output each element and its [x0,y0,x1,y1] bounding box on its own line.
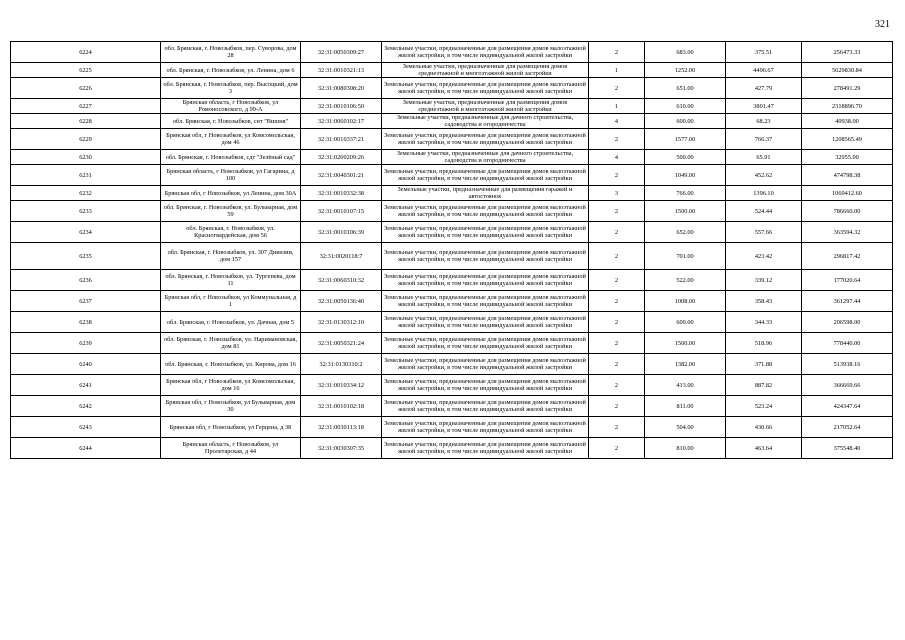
address-cell: обл. Брянская, г. Новозыбков, ул. Бульварная, дом 59 [161,201,301,222]
land-use-cell: Земельные участки, предназначенные для размещения домов малоэтажной жилой застройки, в том числе индивидуальной жилой застройки [382,129,589,150]
land-use-cell: Земельные участки, предназначенные для размещения домов среднеэтажной и многоэтажной жилой застройки [382,99,589,114]
land-use-cell: Земельные участки, предназначенные для размещения домов малоэтажной жилой застройки, в том числе индивидуальной жилой застройки [382,201,589,222]
address-cell: Брянская область, г Новозыбков, ул Ромоносовского, д 99-А [161,99,301,114]
address-cell: обл. Брянская, г. Новозыбков, пер. Высоцкий, дом 3 [161,78,301,99]
cadastral-value-cell: 366669.66 [802,375,893,396]
cadastral-value-cell: 206598.00 [802,312,893,333]
specific-value-cell: 887.82 [726,375,802,396]
row-number-cell: 6241 [11,375,161,396]
area-cell: 683.00 [645,42,726,63]
table-row [11,333,893,354]
table-row [11,42,893,63]
row-number-cell: 6232 [11,186,161,201]
group-cell: 2 [589,78,645,99]
area-cell: 600.00 [645,312,726,333]
group-cell: 2 [589,375,645,396]
cadastral-number-cell: 32:31:0060102:17 [301,114,382,129]
area-cell: 1252.00 [645,63,726,78]
area-cell: 1008.00 [645,291,726,312]
cadastral-value-cell: 363594.32 [802,222,893,243]
cadastral-number-cell: 32:31:0050321:24 [301,333,382,354]
cadastral-number-cell: 32:31:0010334:12 [301,375,382,396]
group-cell: 3 [589,186,645,201]
cadastral-value-cell: 217052.64 [802,417,893,438]
row-number-cell: 6244 [11,438,161,459]
group-cell: 2 [589,291,645,312]
address-cell: обл. Брянская, г. Новозыбков, ул. Наримановская, дом 81 [161,333,301,354]
land-use-cell: Земельные участки, предназначенные для размещения домов малоэтажной жилой застройки, в том числе индивидуальной жилой застройки [382,312,589,333]
area-cell: 701.00 [645,243,726,270]
land-use-cell: Земельные участки, предназначенные для дачного строительства, садоводства и огородничества [382,114,589,129]
group-cell: 2 [589,417,645,438]
specific-value-cell: 557.66 [726,222,802,243]
row-number-cell: 6227 [11,99,161,114]
row-number-cell: 6230 [11,150,161,165]
land-use-cell: Земельные участки, предназначенные для размещения домов малоэтажной жилой застройки, в том числе индивидуальной жилой застройки [382,438,589,459]
address-cell: Брянская обл, г Новозыбков, ул Герцена, д 38 [161,417,301,438]
land-use-cell: Земельные участки, предназначенные для размещения домов малоэтажной жилой застройки, в том числе индивидуальной жилой застройки [382,222,589,243]
cadastral-value-cell: 375548.40 [802,438,893,459]
specific-value-cell: 766.37 [726,129,802,150]
address-cell: обл. Брянская, г. Новозыбков, снт "Вишня" [161,114,301,129]
specific-value-cell: 423.42 [726,243,802,270]
specific-value-cell: 427.79 [726,78,802,99]
specific-value-cell: 4496.67 [726,63,802,78]
specific-value-cell: 452.62 [726,165,802,186]
specific-value-cell: 1396.10 [726,186,802,201]
cadastral-value-cell: 2318896.70 [802,99,893,114]
table-row [11,150,893,165]
address-cell: Брянская обл, г Новозыбков, ул Коммунальная, д 1 [161,291,301,312]
cadastral-value-cell: 5629830.84 [802,63,893,78]
area-cell: 652.00 [645,222,726,243]
group-cell: 1 [589,63,645,78]
group-cell: 2 [589,270,645,291]
row-number-cell: 6228 [11,114,161,129]
table-row [11,438,893,459]
table-row [11,222,893,243]
group-cell: 2 [589,354,645,375]
page-number: 321 [875,19,890,30]
cadastral-value-cell: 177020.64 [802,270,893,291]
land-use-cell: Земельные участки, предназначенные для размещения домов малоэтажной жилой застройки, в том числе индивидуальной жилой застройки [382,354,589,375]
cadastral-number-cell: 32:31:0010337:21 [301,129,382,150]
cadastral-number-cell: 32:31:0060310:32 [301,270,382,291]
cadastral-number-cell: 32:31:0200209:26 [301,150,382,165]
area-cell: 810.00 [645,438,726,459]
group-cell: 2 [589,222,645,243]
row-number-cell: 6226 [11,78,161,99]
specific-value-cell: 339.12 [726,270,802,291]
address-cell: обл. Брянская, г. Новозыбков, сдт "Зелёный сад" [161,150,301,165]
row-number-cell: 6238 [11,312,161,333]
cadastral-value-cell: 1208565.49 [802,129,893,150]
group-cell: 2 [589,201,645,222]
group-cell: 2 [589,438,645,459]
cadastral-number-cell: 32:31:0050309:27 [301,42,382,63]
address-cell: обл. Брянская, г. Новозыбков, ул. Ленина, дом 6 [161,63,301,78]
row-number-cell: 6236 [11,270,161,291]
row-number-cell: 6235 [11,243,161,270]
specific-value-cell: 430.66 [726,417,802,438]
land-use-cell: Земельные участки, предназначенные для размещения домов малоэтажной жилой застройки, в том числе индивидуальной жилой застройки [382,375,589,396]
land-use-cell: Земельные участки, предназначенные для размещения домов малоэтажной жилой застройки, в том числе индивидуальной жилой застройки [382,270,589,291]
row-number-cell: 6243 [11,417,161,438]
area-cell: 1500.00 [645,201,726,222]
area-cell: 651.00 [645,78,726,99]
row-number-cell: 6234 [11,222,161,243]
cadastral-value-cell: 278491.29 [802,78,893,99]
land-use-cell: Земельные участки, предназначенные для размещения домов малоэтажной жилой застройки, в том числе индивидуальной жилой застройки [382,78,589,99]
specific-value-cell: 358.43 [726,291,802,312]
land-use-cell: Земельные участки, предназначенные для размещения домов малоэтажной жилой застройки, в том числе индивидуальной жилой застройки [382,333,589,354]
group-cell: 2 [589,312,645,333]
address-cell: Брянская обл, г Новозыбков, ул Комсомольская, дом 16 [161,375,301,396]
row-number-cell: 6225 [11,63,161,78]
specific-value-cell: 65.91 [726,150,802,165]
cadastral-value-cell: 40938.00 [802,114,893,129]
specific-value-cell: 463.64 [726,438,802,459]
cadastral-number-cell: 32:31:0040301:21 [301,165,382,186]
area-cell: 1577.00 [645,129,726,150]
table-row [11,375,893,396]
cadastral-value-cell: 786660.00 [802,201,893,222]
group-cell: 4 [589,114,645,129]
group-cell: 2 [589,165,645,186]
table-row [11,99,893,114]
address-cell: обл. Брянская, г. Новозыбков, ул. Дачная, дом 5 [161,312,301,333]
table-row [11,201,893,222]
land-use-cell: Земельные участки, предназначенные для размещения гаражей и автостоянок [382,186,589,201]
row-number-cell: 6239 [11,333,161,354]
address-cell: Брянская обл, г Новозыбков, ул Бульварная, дом 30 [161,396,301,417]
specific-value-cell: 3801.47 [726,99,802,114]
cadastral-value-cell: 32955.00 [802,150,893,165]
cadastral-number-cell: 32:31:0010321:13 [301,63,382,78]
address-cell: обл. Брянская, г. Новозыбков, пер. Суворова, дом 28 [161,42,301,63]
area-cell: 522.00 [645,270,726,291]
land-use-cell: Земельные участки, предназначенные для размещения домов малоэтажной жилой застройки, в том числе индивидуальной жилой застройки [382,396,589,417]
land-use-cell: Земельные участки, предназначенные для размещения домов малоэтажной жилой застройки, в том числе индивидуальной жилой застройки [382,417,589,438]
cadastral-value-cell: 513938.16 [802,354,893,375]
area-cell: 610.00 [645,99,726,114]
area-cell: 766.00 [645,186,726,201]
table-row [11,354,893,375]
row-number-cell: 6237 [11,291,161,312]
cadastral-number-cell: 32:31:0050136:40 [301,291,382,312]
table-row [11,63,893,78]
specific-value-cell: 375.51 [726,42,802,63]
cadastral-number-cell: 32:31:0030307:35 [301,438,382,459]
address-cell: Брянская обл, г Новозыбков, ул Комсомольская, дом 46 [161,129,301,150]
area-cell: 1500.00 [645,333,726,354]
cadastral-value-cell: 424347.64 [802,396,893,417]
table-row [11,129,893,150]
cadastral-number-cell: 32:31:0030113:18 [301,417,382,438]
specific-value-cell: 68.23 [726,114,802,129]
cadastral-value-cell: 361297.44 [802,291,893,312]
land-use-cell: Земельные участки, предназначенные для размещения домов малоэтажной жилой застройки, в том числе индивидуальной жилой застройки [382,291,589,312]
cadastral-number-cell: 32:31:0010107:15 [301,201,382,222]
specific-value-cell: 344.33 [726,312,802,333]
cadastral-number-cell: 32:31:0010106:50 [301,99,382,114]
group-cell: 1 [589,99,645,114]
address-cell: обл. Брянская, г. Новозыбков, ул. 307 Дивизии, дом 157 [161,243,301,270]
land-use-cell: Земельные участки, предназначенные для дачного строительства, садоводства и огородничества [382,150,589,165]
cadastral-number-cell: 32:31:0010102:18 [301,396,382,417]
land-plots-table [10,41,893,459]
row-number-cell: 6240 [11,354,161,375]
address-cell: Брянская область, г Новозыбков, ул Гагарина, д 100 [161,165,301,186]
table-row [11,417,893,438]
specific-value-cell: 371.88 [726,354,802,375]
area-cell: 413.00 [645,375,726,396]
land-use-cell: Земельные участки, предназначенные для размещения домов среднеэтажной и многоэтажной жилой застройки [382,63,589,78]
row-number-cell: 6233 [11,201,161,222]
land-use-cell: Земельные участки, предназначенные для размещения домов малоэтажной жилой застройки, в том числе индивидуальной жилой застройки [382,42,589,63]
cadastral-value-cell: 256473.33 [802,42,893,63]
area-cell: 811.00 [645,396,726,417]
address-cell: Брянская область, г Новозыбков, ул Пролетарская, д 44 [161,438,301,459]
address-cell: обл. Брянская, г. Новозыбков, ул. Тургенева, дом 11 [161,270,301,291]
row-number-cell: 6231 [11,165,161,186]
table-row [11,270,893,291]
cadastral-number-cell: 32:31:0010106:39 [301,222,382,243]
area-cell: 1049.00 [645,165,726,186]
cadastral-value-cell: 1069412.60 [802,186,893,201]
address-cell: обл. Брянская, г. Новозыбков, ул. Кирова, дом 16 [161,354,301,375]
cadastral-number-cell: 32:31:0130312:10 [301,312,382,333]
cadastral-number-cell: 32:31:0130310:2 [301,354,382,375]
group-cell: 4 [589,150,645,165]
cadastral-value-cell: 296817.42 [802,243,893,270]
area-cell: 1382.00 [645,354,726,375]
address-cell: Брянская обл, г Новозыбков, ул Ленина, дом 30А [161,186,301,201]
specific-value-cell: 524.44 [726,201,802,222]
land-use-cell: Земельные участки, предназначенные для размещения домов малоэтажной жилой застройки, в том числе индивидуальной жилой застройки [382,165,589,186]
specific-value-cell: 523.24 [726,396,802,417]
table-row [11,114,893,129]
table-row [11,243,893,270]
row-number-cell: 6229 [11,129,161,150]
table-row [11,291,893,312]
table-row [11,396,893,417]
cadastral-number-cell: 32:31:0010332:38 [301,186,382,201]
specific-value-cell: 518.96 [726,333,802,354]
table-body [11,42,893,459]
table-row [11,186,893,201]
row-number-cell: 6224 [11,42,161,63]
group-cell: 2 [589,333,645,354]
cadastral-number-cell: 32:31:0080308:20 [301,78,382,99]
cadastral-value-cell: 778440.00 [802,333,893,354]
area-cell: 504.00 [645,417,726,438]
area-cell: 500.00 [645,150,726,165]
group-cell: 2 [589,243,645,270]
group-cell: 2 [589,129,645,150]
cadastral-value-cell: 474798.38 [802,165,893,186]
group-cell: 2 [589,42,645,63]
group-cell: 2 [589,396,645,417]
cadastral-number-cell: 32:31:0020118:7 [301,243,382,270]
land-use-cell: Земельные участки, предназначенные для размещения домов малоэтажной жилой застройки, в том числе индивидуальной жилой застройки [382,243,589,270]
area-cell: 600.00 [645,114,726,129]
row-number-cell: 6242 [11,396,161,417]
table-row [11,165,893,186]
address-cell: обл. Брянская, г. Новозыбков, ул. Красногвардейская, дом 56 [161,222,301,243]
table-row [11,78,893,99]
table-row [11,312,893,333]
